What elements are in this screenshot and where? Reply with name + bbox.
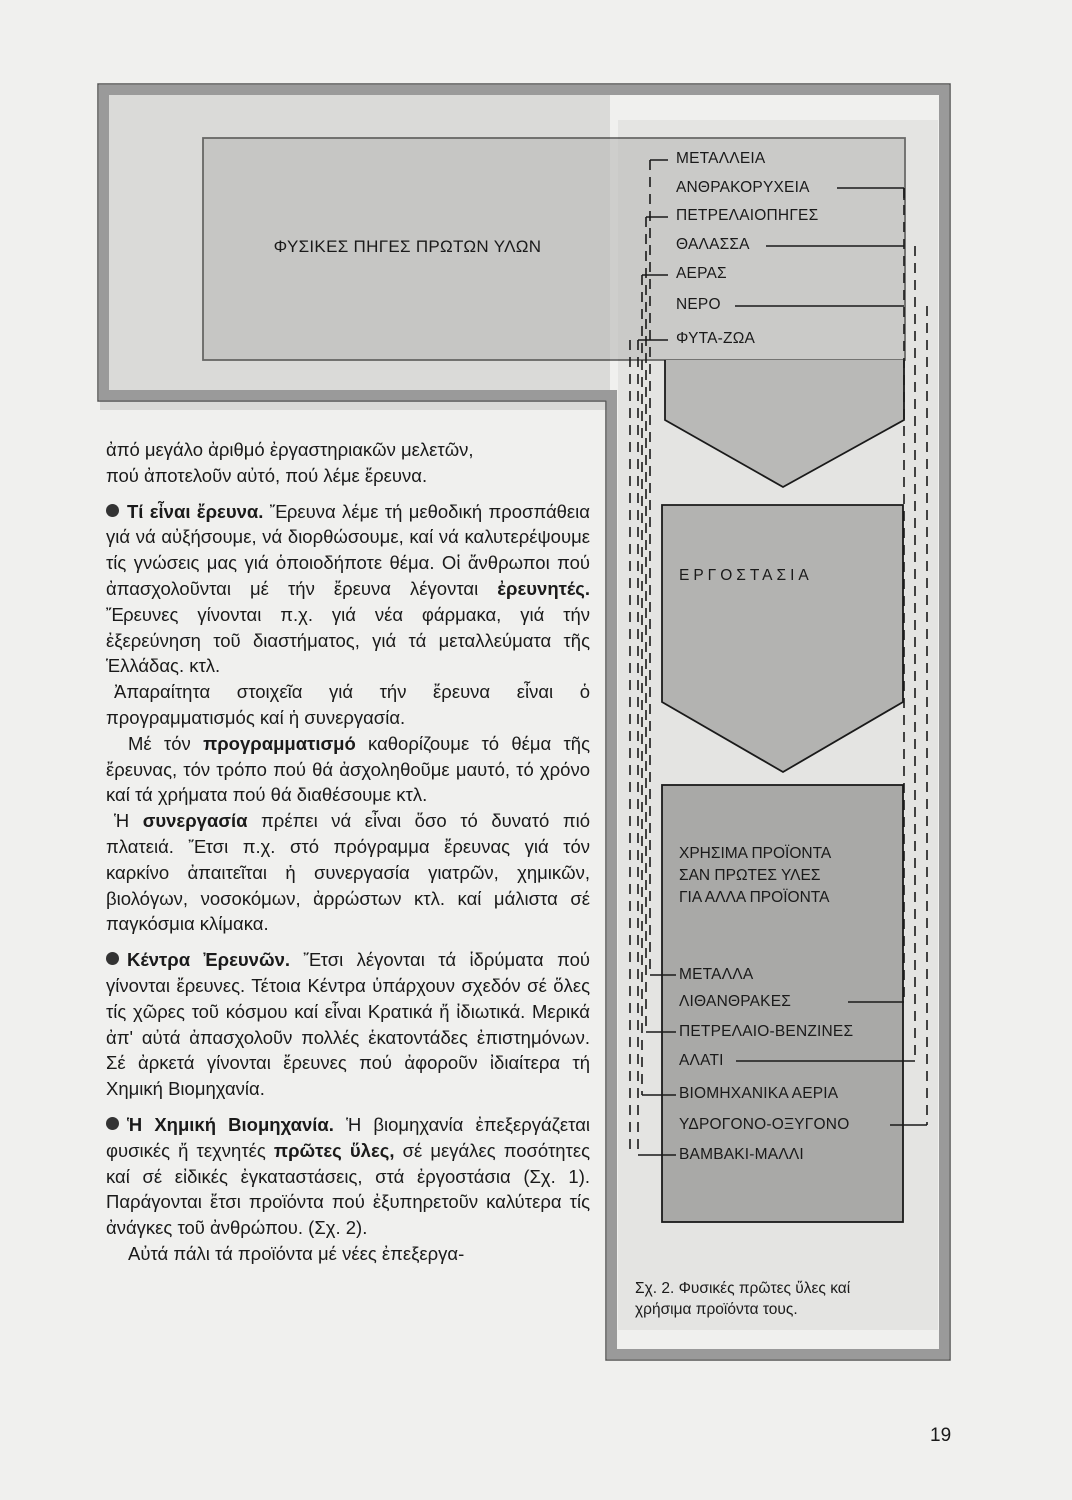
product-label-petrelaio-venzines: ΠΕΤΡΕΛΑΙΟ-ΒΕΝΖΙΝΕΣ (679, 1023, 854, 1040)
centers-heading: Κέντρα Ἐρευνῶν. (127, 949, 291, 971)
bullet-icon (106, 952, 119, 965)
product-label-vamvaki-malli: ΒΑΜΒΑΚΙ-ΜΑΛΛΙ (679, 1146, 804, 1163)
figure-caption (635, 1278, 935, 1320)
products-title-line: ΣΑΝ ΠΡΩΤΕΣ ΥΛΕΣ (679, 867, 821, 884)
centers-body: Ἔτσι λέγονται τά ἱδρύματα πού γίνονται ἔρευνες. Τέτοια Κέντρα ὑπάρχουν σχεδόν σέ ὅλες τίς χῶρες τοῦ κόσμου καί εἶναι Κρατικά ἤ ἰδιωτικά. Μερικά ἀπ' αὐτά ἀπασχολοῦν πολλές ἑκατοντάδες ἐπιστημόνων. Σέ ἀρκετά γίνονται ἔρευνες πού ἀφοροῦν ἰδιαίτερα τή Χημική Βιομηχανία. (106, 949, 590, 1100)
planning-post: καθορίζουμε τό θέμα τῆς ἔρευνας, τόν τρόπο πού θά ἀσχοληθοῦμε μαυτό, τό χρόνο καί τά χρήματα πού θά διαθέσουμε κτλ. (106, 732, 591, 806)
body-text (106, 437, 590, 1267)
raw-materials-term: πρῶτες ὕλες, (273, 1139, 395, 1161)
source-label-nero: ΝΕΡΟ (676, 296, 721, 313)
intro-line: πού ἀποτελοῦν αὐτό, πού λέμε ἔρευνα. (106, 464, 428, 486)
industry-paragraph (106, 1112, 590, 1241)
source-label-petrelaiopiges: ΠΕΤΡΕΛΑΙΟΠΗΓΕΣ (676, 207, 819, 224)
source-label-metalleia: ΜΕΤΑΛΛΕΙΑ (676, 150, 766, 167)
industry-heading: Ἡ Χημική Βιομηχανία. (127, 1113, 334, 1135)
research-heading: Τί εἶναι ἔρευνα. (127, 500, 264, 522)
product-label-metalla: ΜΕΤΑΛΛΑ (679, 966, 754, 983)
products-title (679, 843, 831, 909)
sources-title: ΦΥΣΙΚΕΣ ΠΗΓΕΣ ΠΡΩΤΩΝ ΥΛΩΝ (273, 237, 542, 256)
product-label-lithanthrakes: ΛΙΘΑΝΘΡΑΚΕΣ (679, 993, 792, 1010)
planning-paragraph (106, 731, 590, 808)
bullet-icon (106, 1117, 119, 1130)
caption-line: χρήσιμα προϊόντα τους. (635, 1301, 798, 1318)
page-number: 19 (930, 1425, 952, 1446)
research-body: Ἔρευνα λέμε τή μεθοδική προσπάθεια γιά νά αὐξήσουμε, νά διορθώσουμε, καί νά καλυτερέψουμε τίς γνώσεις μας γιά ὁποιοδήποτε θέμα. Οἱ ἄνθρωποι πού ἀπασχολοῦνται μέ τήν ἔρευνα λέγονται (106, 500, 590, 599)
source-label-anthrakoryxeia: ΑΝΘΡΑΚΟΡΥΧΕΙΑ (676, 179, 810, 196)
researchers-term: ἐρευνητές. (497, 577, 590, 599)
coop-post: πρέπει νά εἶναι ὅσο τό δυνατό πιό πλατειά. Ἔτσι π.χ. στό πρόγραμμα ἔρευνας γιά τόν καρκίνο ἀπαιτεῖται ἡ συνεργασία γιατρῶν, χημικῶν, βιολόγων, νοσοκόμων, ἀρρώστων κτλ. καί μάλιστα σέ παγκόσμια κλίμακα. (106, 810, 591, 935)
bullet-icon (106, 504, 119, 517)
research-examples: Ἔρευνες γίνονται π.χ. γιά νέα φάρμακα, γιά τήν ἐξερεύνηση τοῦ διαστήματος, γιά τά μεταλλεύματα τῆς Ἑλλάδας. κτλ. (106, 603, 590, 677)
product-label-alati: ΑΛΑΤΙ (679, 1052, 724, 1069)
source-label-fyta-zoa: ΦΥΤΑ-ΖΩΑ (676, 330, 756, 347)
centers-paragraph (106, 947, 590, 1102)
source-label-aeras: ΑΕΡΑΣ (676, 265, 727, 282)
intro-line: ἀπό μεγάλο ἀριθμό ἐργαστηριακῶν μελετῶν, (106, 439, 474, 460)
product-label-viomixanika-aeria: ΒΙΟΜΗΧΑΝΙΚΑ ΑΕΡΙΑ (679, 1085, 839, 1102)
closing-line: Αὐτά πάλι τά προϊόντα μέ νέες ἐπεξεργα- (128, 1242, 465, 1264)
requirements-paragraph: Ἀπαραίτητα στοιχεῖα γιά τήν ἔρευνα εἶναι ὁ προγραμματισμός καί ἡ συνεργασία. (106, 681, 590, 728)
industry-post: σέ μεγάλες ποσότητες καί σέ εἰδικές ἐγκαταστάσεις, στά ἐργοστάσια (Σχ. 1). Παράγονται ἔτσι προϊόντα πού ἐξυπηρετοῦν καλύτερα τίς ἀνάγκες τοῦ ἀνθρώπου. (Σχ. 2). (106, 1139, 591, 1239)
industry-pre: Ἡ βιομηχανία ἐπεξεργάζεται φυσικές ἤ τεχνητές (106, 1113, 590, 1161)
planning-term: προγραμματισμό (203, 732, 356, 754)
caption-line: Σχ. 2. Φυσικές πρῶτες ὕλες καί (635, 1280, 851, 1297)
coop-pre: Ἡ (114, 810, 130, 832)
planning-pre: Μέ τόν (128, 732, 191, 754)
factory-label: ΕΡΓΟΣΤΑΣΙΑ (679, 567, 813, 584)
cooperation-paragraph (106, 808, 590, 937)
source-label-thalassa: ΘΑΛΑΣΣΑ (676, 236, 750, 253)
products-title-line: ΧΡΗΣΙΜΑ ΠΡΟΪΟΝΤΑ (679, 845, 832, 862)
coop-term: συνεργασία (142, 810, 248, 832)
products-title-line: ΓΙΑ ΑΛΛΑ ΠΡΟΪΟΝΤΑ (679, 889, 830, 906)
product-label-ydrogono-oxygono: ΥΔΡΟΓΟΝΟ-ΟΞΥΓΟΝΟ (679, 1116, 850, 1133)
research-paragraph (106, 499, 590, 680)
